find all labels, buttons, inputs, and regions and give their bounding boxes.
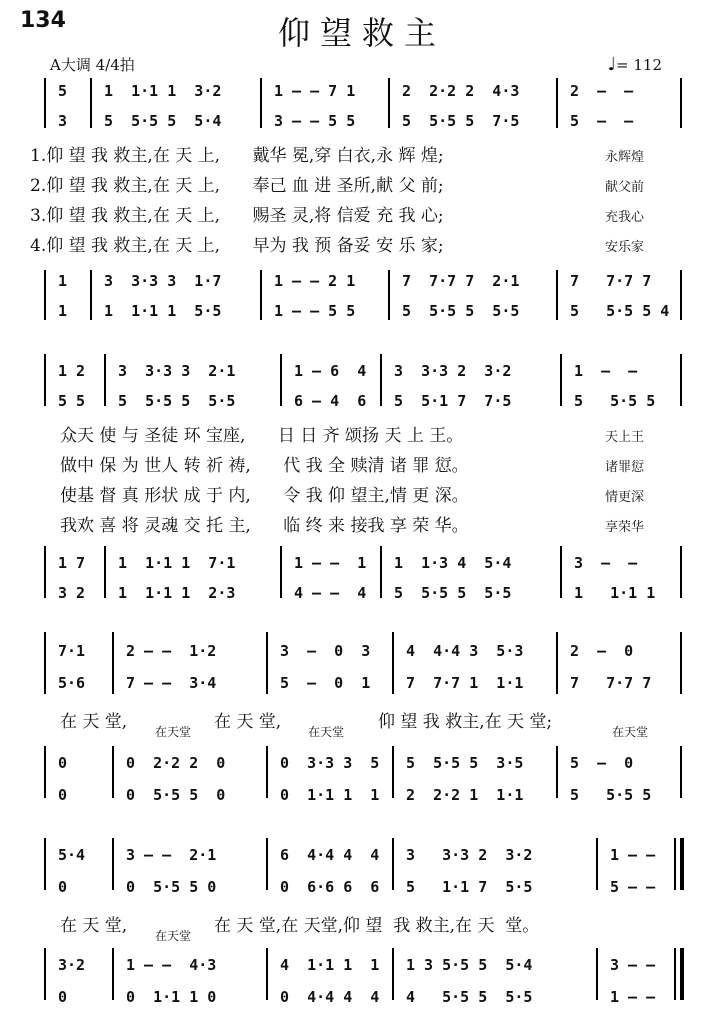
measure-notes: 5 5·5 5 7·5 xyxy=(402,112,520,130)
measure-notes: 5 5·5 5 4 xyxy=(570,302,670,320)
lyric-verse-3: 3.仰 望 我 救主,在 天 上, 赐圣 灵,将 信爱 充 我 心; xyxy=(30,206,444,226)
measure-notes: 0 xyxy=(58,786,68,804)
notation-row-music_bot1 xyxy=(0,752,724,774)
measure-notes: 3 — — xyxy=(574,554,638,572)
measure-notes: 5 5·5 5 xyxy=(570,786,652,804)
measure-notes: 3 — 0 3 xyxy=(280,642,371,660)
measure-notes: 4 — — 4 xyxy=(294,584,367,602)
measure-notes: 1 1·1 1 7·1 xyxy=(118,554,236,572)
measure-notes: 4 4·4 3 5·3 xyxy=(406,642,524,660)
measure-notes: 5 — — xyxy=(570,112,634,130)
measure-notes: 0 5·5 5 0 xyxy=(126,878,217,896)
measure-notes: 5 5·5 5 5·5 xyxy=(394,584,512,602)
measure-notes: 3 — — xyxy=(610,956,656,974)
measure-notes: 3·2 xyxy=(58,956,86,974)
lyric-verse-4: 4.仰 望 我 救主,在 天 上, 早为 我 预 备妥 安 乐 家; xyxy=(30,236,444,256)
measure-notes: 1 — — 4·3 xyxy=(126,956,217,974)
lyric-echo: 在天堂 xyxy=(155,725,192,739)
lyric-tail: 永辉煌 xyxy=(605,150,645,165)
measure-notes: 1 — — xyxy=(610,846,656,864)
lyric-tail: 献父前 xyxy=(605,180,645,195)
measure-notes: 1 — — 5 5 xyxy=(274,302,356,320)
lyric-verse-1: 1.仰 望 我 救主,在 天 上, 戴华 冕,穿 白衣,永 辉 煌; xyxy=(30,146,444,166)
measure-notes: 1 1·3 4 5·4 xyxy=(394,554,512,572)
notation-row-music_bot2 xyxy=(0,986,724,1008)
measure-notes: 7 7·7 1 1·1 xyxy=(406,674,524,692)
lyric-refrain: 在 天 堂, xyxy=(214,712,282,732)
measure-notes: 5·4 xyxy=(58,846,86,864)
measure-notes: 1 — — 1 xyxy=(294,554,367,572)
measure-notes: 1 1·1 1 5·5 xyxy=(104,302,222,320)
measure-notes: 5 5·5 5 xyxy=(574,392,656,410)
measure-notes: 1 1·1 1 xyxy=(574,584,656,602)
notation-row-music_top xyxy=(0,360,724,382)
measure-notes: 6 — 4 6 xyxy=(294,392,367,410)
notation-row-music_mid xyxy=(0,672,724,694)
lyric-refrain: 在 天 堂, xyxy=(60,712,128,732)
measure-notes: 5 — 0 xyxy=(570,754,634,772)
notation-row-music_bot2 xyxy=(0,300,724,322)
measure-notes: 0 1·1 1 1 xyxy=(280,786,380,804)
measure-notes: 1 — 6 4 xyxy=(294,362,367,380)
notation-row-music_top xyxy=(0,640,724,662)
measure-notes: 1 1·1 1 2·3 xyxy=(118,584,236,602)
measure-notes: 6 4·4 4 4 xyxy=(280,846,380,864)
measure-notes: 2 — 0 xyxy=(570,642,634,660)
measure-notes: 1 3 5·5 5 5·4 xyxy=(406,956,533,974)
measure-notes: 5 — — xyxy=(610,878,656,896)
measure-notes: 7·1 xyxy=(58,642,86,660)
lyric-tail: 天上王 xyxy=(605,430,645,445)
measure-notes: 5 1·1 7 5·5 xyxy=(406,878,533,896)
measure-notes: 1 — — xyxy=(574,362,638,380)
measure-notes: 0 4·4 4 4 xyxy=(280,988,380,1006)
measure-notes: 1 7 xyxy=(58,554,86,572)
measure-notes: 0 2·2 2 0 xyxy=(126,754,226,772)
lyric-verse-1: 众天 使 与 圣徒 环 宝座, 日 日 齐 颂扬 天 上 王。 xyxy=(60,426,464,446)
song-number: 134 xyxy=(20,8,66,33)
measure-notes: 5·6 xyxy=(58,674,86,692)
measure-notes: 1 1·1 1 3·2 xyxy=(104,82,222,100)
lyric-refrain: 仰 望 我 救主,在 天 堂; xyxy=(378,712,553,732)
measure-notes: 2 — — xyxy=(570,82,634,100)
notation-row-music_bot1 xyxy=(0,270,724,292)
measure-notes: 0 xyxy=(58,988,68,1006)
measure-notes: 0 3·3 3 5 xyxy=(280,754,380,772)
measure-notes: 3 xyxy=(58,112,68,130)
measure-notes: 5 5 xyxy=(58,392,86,410)
lyric-refrain: 在 天 堂, xyxy=(60,916,128,936)
lyric-echo: 在天堂 xyxy=(612,725,649,739)
measure-notes: 3 3·3 3 2·1 xyxy=(118,362,236,380)
measure-notes: 4 5·5 5 5·5 xyxy=(406,988,533,1006)
measure-notes: 1 — — 7 1 xyxy=(274,82,356,100)
measure-notes: 1 — — xyxy=(610,988,656,1006)
measure-notes: 1 — — 2 1 xyxy=(274,272,356,290)
lyric-verse-2: 2.仰 望 我 救主,在 天 上, 奉己 血 进 圣所,献 父 前; xyxy=(30,176,444,196)
notation-row-music_mid xyxy=(0,876,724,898)
measure-notes: 5 — 0 1 xyxy=(280,674,371,692)
measure-notes: 1 xyxy=(58,272,68,290)
notation-row-music_mid xyxy=(0,390,724,412)
measure-notes: 5 xyxy=(58,82,68,100)
lyric-tail: 享荣华 xyxy=(605,520,645,535)
measure-notes: 5 5·5 5 5·5 xyxy=(118,392,236,410)
lyric-verse-2: 做中 保 为 世人 转 祈 祷, 代 我 全 赎清 诸 罪 愆。 xyxy=(60,456,469,476)
measure-notes: 5 5·1 7 7·5 xyxy=(394,392,512,410)
lyric-tail: 诸罪愆 xyxy=(605,460,645,475)
measure-notes: 2 — — 1·2 xyxy=(126,642,217,660)
notation-row-music_bot2 xyxy=(0,582,724,604)
lyric-echo: 在天堂 xyxy=(155,929,192,943)
measure-notes: 0 6·6 6 6 xyxy=(280,878,380,896)
notation-row-music_bot2 xyxy=(0,784,724,806)
measure-notes: 7 7·7 7 xyxy=(570,674,652,692)
measure-notes: 3 — — 5 5 xyxy=(274,112,356,130)
lyric-tail: 安乐家 xyxy=(605,240,645,255)
measure-notes: 2 2·2 2 4·3 xyxy=(402,82,520,100)
lyric-tail: 情更深 xyxy=(605,490,645,505)
measure-notes: 5 5·5 5 5·5 xyxy=(402,302,520,320)
lyric-echo: 在天堂 xyxy=(308,725,345,739)
measure-notes: 7 7·7 7 xyxy=(570,272,652,290)
notation-row-music_top xyxy=(0,80,724,102)
measure-notes: 1 xyxy=(58,302,68,320)
tempo-marking xyxy=(608,54,662,75)
measure-notes: 7 7·7 7 2·1 xyxy=(402,272,520,290)
lyric-tail: 充我心 xyxy=(605,210,645,225)
measure-notes: 3 2 xyxy=(58,584,86,602)
measure-notes: 3 3·3 2 3·2 xyxy=(394,362,512,380)
measure-notes: 0 5·5 5 0 xyxy=(126,786,226,804)
notation-row-music_bot1 xyxy=(0,552,724,574)
lyric-verse-4: 我欢 喜 将 灵魂 交 托 主, 临 终 来 接我 享 荣 华。 xyxy=(60,516,469,536)
measure-notes: 3 3·3 2 3·2 xyxy=(406,846,533,864)
song-title: 仰望救主 xyxy=(277,14,446,52)
tempo-value: = 112 xyxy=(616,56,662,74)
measure-notes: 1 2 xyxy=(58,362,86,380)
notation-row-music_bot1 xyxy=(0,954,724,976)
notation-row-music_top xyxy=(0,844,724,866)
measure-notes: 5 5·5 5 5·4 xyxy=(104,112,222,130)
lyric-verse-3: 使基 督 真 形状 成 于 内, 令 我 仰 望主,情 更 深。 xyxy=(60,486,469,506)
measure-notes: 7 — — 3·4 xyxy=(126,674,217,692)
lyric-refrain: 在 天 堂,在 天堂,仰 望 我 救主,在 天 堂。 xyxy=(214,916,540,936)
measure-notes: 3 3·3 3 1·7 xyxy=(104,272,222,290)
measure-notes: 0 1·1 1 0 xyxy=(126,988,217,1006)
measure-notes: 0 xyxy=(58,754,68,772)
key-and-meter: A大调 4/4拍 xyxy=(50,56,135,74)
quarter-note-icon: ♩ xyxy=(607,54,617,75)
measure-notes: 3 — — 2·1 xyxy=(126,846,217,864)
measure-notes: 4 1·1 1 1 xyxy=(280,956,380,974)
notation-row-music_mid xyxy=(0,110,724,132)
measure-notes: 0 xyxy=(58,878,68,896)
measure-notes: 2 2·2 1 1·1 xyxy=(406,786,524,804)
measure-notes: 5 5·5 5 3·5 xyxy=(406,754,524,772)
